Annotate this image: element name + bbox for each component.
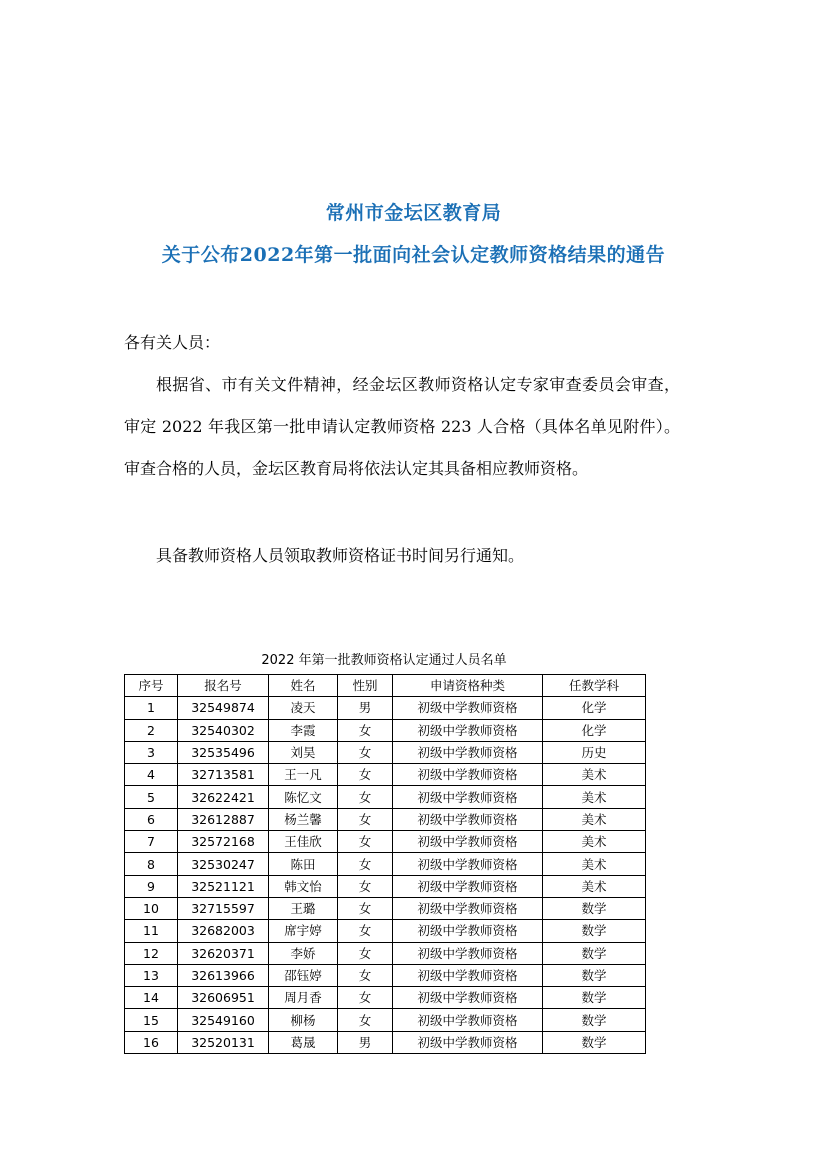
cell-index: 8 (125, 853, 178, 875)
cell-qualification-type: 初级中学教师资格 (393, 853, 543, 875)
cell-index: 16 (125, 1031, 178, 1053)
notice-title: 关于公布2022年第一批面向社会认定教师资格结果的通告 (161, 244, 666, 266)
cell-index: 4 (125, 764, 178, 786)
table-row (125, 808, 646, 830)
cell-name: 李娇 (269, 942, 338, 964)
cell-subject: 美术 (543, 808, 646, 830)
column-header-registration-no: 报名号 (178, 675, 269, 697)
cell-index: 5 (125, 786, 178, 808)
cell-name: 韩文怡 (269, 875, 338, 897)
table-header-row (125, 675, 646, 697)
cell-qualification-type: 初级中学教师资格 (393, 741, 543, 763)
cell-gender: 女 (338, 897, 393, 919)
cell-index: 12 (125, 942, 178, 964)
table-caption: 2022 年第一批教师资格认定通过人员名单 (261, 653, 507, 668)
cell-name: 邵钰婷 (269, 964, 338, 986)
qualified-teachers-table (124, 674, 646, 1054)
cell-subject: 美术 (543, 853, 646, 875)
cell-qualification-type: 初级中学教师资格 (393, 697, 543, 719)
cell-subject: 数学 (543, 897, 646, 919)
cell-qualification-type: 初级中学教师资格 (393, 808, 543, 830)
column-header-name: 姓名 (269, 675, 338, 697)
cell-qualification-type: 初级中学教师资格 (393, 786, 543, 808)
table-row (125, 786, 646, 808)
cell-registration-no: 32713581 (178, 764, 269, 786)
table-row (125, 719, 646, 741)
cell-name: 凌天 (269, 697, 338, 719)
cell-qualification-type: 初级中学教师资格 (393, 897, 543, 919)
cell-subject: 美术 (543, 786, 646, 808)
cell-registration-no: 32540302 (178, 719, 269, 741)
cell-registration-no: 32535496 (178, 741, 269, 763)
cell-registration-no: 32530247 (178, 853, 269, 875)
cell-qualification-type: 初级中学教师资格 (393, 764, 543, 786)
cell-subject: 历史 (543, 741, 646, 763)
cell-name: 柳杨 (269, 1009, 338, 1031)
cell-subject: 化学 (543, 697, 646, 719)
cell-qualification-type: 初级中学教师资格 (393, 920, 543, 942)
cell-subject: 数学 (543, 1009, 646, 1031)
cell-qualification-type: 初级中学教师资格 (393, 875, 543, 897)
cell-index: 10 (125, 897, 178, 919)
body-paragraph-1: 根据省、市有关文件精神，经金坛区教师资格认定专家审查委员会审查，审定 2022 年我区第一批申请认定教师资格 223 人合格（具体名单见附件）。审查合格的人员，金坛区教育局将依法认定其具备相应教师资格。 (124, 375, 680, 478)
cell-registration-no: 32549160 (178, 1009, 269, 1031)
cell-gender: 男 (338, 1031, 393, 1053)
cell-index: 13 (125, 964, 178, 986)
cell-name: 李霞 (269, 719, 338, 741)
cell-subject: 美术 (543, 831, 646, 853)
cell-gender: 男 (338, 697, 393, 719)
cell-qualification-type: 初级中学教师资格 (393, 942, 543, 964)
table-row (125, 741, 646, 763)
cell-registration-no: 32622421 (178, 786, 269, 808)
cell-name: 王一凡 (269, 764, 338, 786)
cell-registration-no: 32682003 (178, 920, 269, 942)
cell-index: 15 (125, 1009, 178, 1031)
cell-subject: 美术 (543, 764, 646, 786)
table-row (125, 942, 646, 964)
table-row (125, 1009, 646, 1031)
cell-name: 杨兰馨 (269, 808, 338, 830)
salutation: 各有关人员： (124, 333, 221, 352)
cell-index: 9 (125, 875, 178, 897)
cell-registration-no: 32612887 (178, 808, 269, 830)
cell-index: 1 (125, 697, 178, 719)
cell-gender: 女 (338, 964, 393, 986)
cell-gender: 女 (338, 987, 393, 1009)
column-header-gender: 性别 (338, 675, 393, 697)
notice-issuer-title: 常州市金坛区教育局 (325, 202, 502, 224)
table-body (125, 697, 646, 1054)
cell-subject: 数学 (543, 964, 646, 986)
cell-gender: 女 (338, 853, 393, 875)
cell-index: 3 (125, 741, 178, 763)
table-row (125, 875, 646, 897)
cell-gender: 女 (338, 786, 393, 808)
cell-name: 周月香 (269, 987, 338, 1009)
cell-registration-no: 32715597 (178, 897, 269, 919)
cell-qualification-type: 初级中学教师资格 (393, 1031, 543, 1053)
cell-gender: 女 (338, 942, 393, 964)
cell-name: 葛晟 (269, 1031, 338, 1053)
cell-subject: 数学 (543, 920, 646, 942)
cell-index: 14 (125, 987, 178, 1009)
table-row (125, 987, 646, 1009)
cell-index: 7 (125, 831, 178, 853)
cell-subject: 化学 (543, 719, 646, 741)
cell-qualification-type: 初级中学教师资格 (393, 964, 543, 986)
cell-gender: 女 (338, 741, 393, 763)
cell-name: 王佳欣 (269, 831, 338, 853)
cell-gender: 女 (338, 875, 393, 897)
table-row (125, 831, 646, 853)
cell-registration-no: 32620371 (178, 942, 269, 964)
cell-subject: 美术 (543, 875, 646, 897)
table-row (125, 853, 646, 875)
cell-registration-no: 32549874 (178, 697, 269, 719)
cell-name: 陈忆文 (269, 786, 338, 808)
cell-gender: 女 (338, 808, 393, 830)
cell-gender: 女 (338, 920, 393, 942)
cell-name: 席宇婷 (269, 920, 338, 942)
cell-gender: 女 (338, 831, 393, 853)
table-row (125, 1031, 646, 1053)
column-header-subject: 任教学科 (543, 675, 646, 697)
cell-subject: 数学 (543, 1031, 646, 1053)
column-header-index: 序号 (125, 675, 178, 697)
cell-registration-no: 32521121 (178, 875, 269, 897)
cell-index: 2 (125, 719, 178, 741)
cell-registration-no: 32606951 (178, 987, 269, 1009)
cell-index: 11 (125, 920, 178, 942)
cell-gender: 女 (338, 764, 393, 786)
cell-qualification-type: 初级中学教师资格 (393, 987, 543, 1009)
cell-registration-no: 32520131 (178, 1031, 269, 1053)
cell-registration-no: 32613966 (178, 964, 269, 986)
column-header-qualification-type: 申请资格种类 (393, 675, 543, 697)
table-row (125, 964, 646, 986)
table-row (125, 897, 646, 919)
table-row (125, 764, 646, 786)
table-row (125, 697, 646, 719)
cell-qualification-type: 初级中学教师资格 (393, 719, 543, 741)
cell-qualification-type: 初级中学教师资格 (393, 831, 543, 853)
cell-name: 刘昊 (269, 741, 338, 763)
cell-index: 6 (125, 808, 178, 830)
cell-gender: 女 (338, 719, 393, 741)
cell-registration-no: 32572168 (178, 831, 269, 853)
cell-gender: 女 (338, 1009, 393, 1031)
cell-subject: 数学 (543, 942, 646, 964)
table-row (125, 920, 646, 942)
cell-name: 王璐 (269, 897, 338, 919)
cell-name: 陈田 (269, 853, 338, 875)
cell-qualification-type: 初级中学教师资格 (393, 1009, 543, 1031)
body-paragraph-2: 具备教师资格人员领取教师资格证书时间另行通知。 (156, 546, 525, 565)
cell-subject: 数学 (543, 987, 646, 1009)
